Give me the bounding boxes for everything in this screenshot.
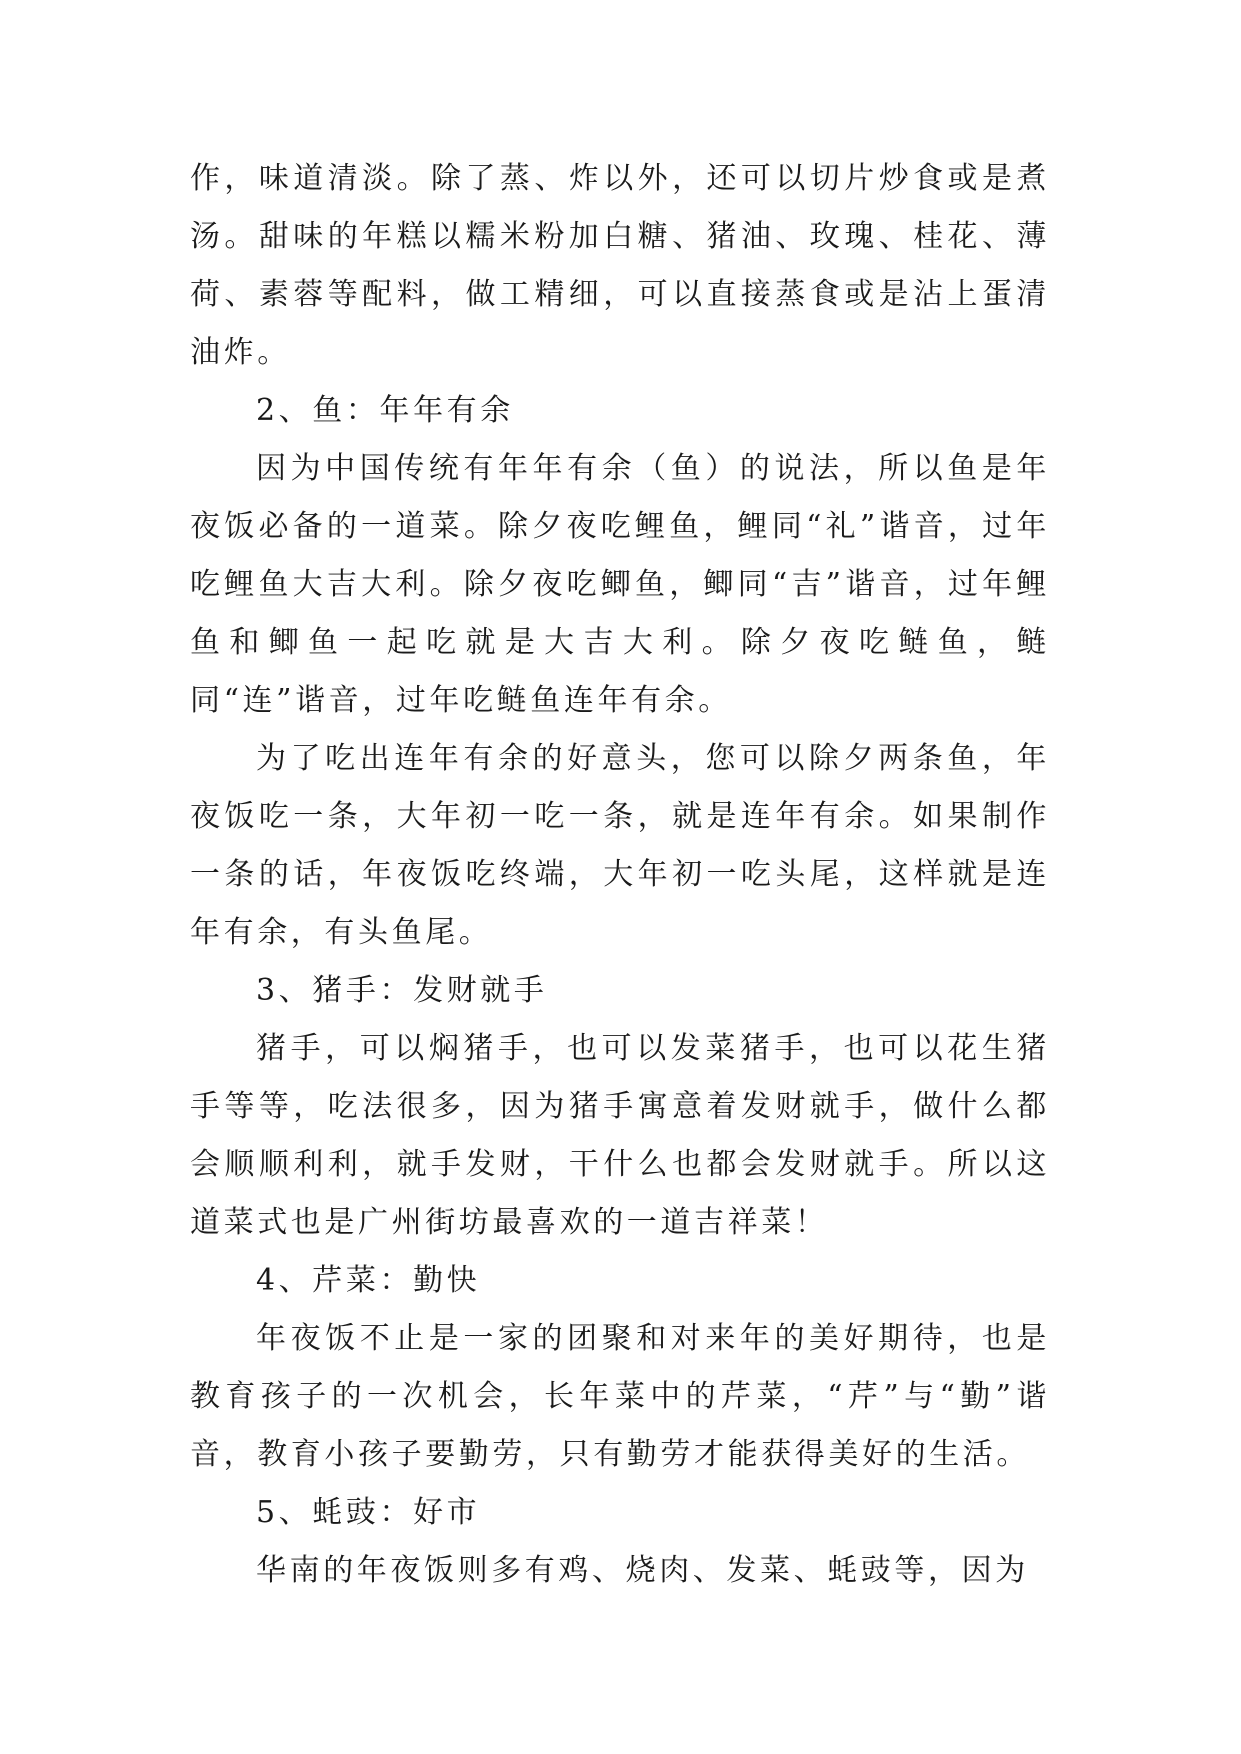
section-heading-fish: 2、鱼：年年有余	[256, 393, 514, 428]
section-heading-pig-trotter: 3、猪手：发财就手	[256, 973, 548, 1008]
section-heading-dried-oyster: 5、蚝豉：好市	[256, 1495, 481, 1530]
paragraph-fish-two-fish: 为了吃出连年有余的好意头，您可以除夕两条鱼，年夜饭吃一条，大年初一吃一条，就是连年有余。如果制作一条的话，年夜饭吃终端，大年初一吃头尾，这样就是连年有余，有头鱼尾。	[190, 741, 1050, 950]
paragraph-fish-tradition: 因为中国传统有年年有余（鱼）的说法，所以鱼是年夜饭必备的一道菜。除夕夜吃鲤鱼，鲤同“礼”谐音，过年吃鲤鱼大吉大利。除夕夜吃鲫鱼，鲫同“吉”谐音，过年鲤鱼和鲫鱼一起吃就是大吉大利。除夕夜吃鲢鱼，鲢同“连”谐音，过年吃鲢鱼连年有余。	[190, 451, 1050, 718]
document-page	[190, 150, 1050, 1600]
paragraph-dried-oyster: 华南的年夜饭则多有鸡、烧肉、发菜、蚝豉等，因为	[256, 1553, 1029, 1588]
paragraph-celery: 年夜饭不止是一家的团聚和对来年的美好期待，也是教育孩子的一次机会，长年菜中的芹菜，“芹”与“勤”谐音，教育小孩子要勤劳，只有勤劳才能获得美好的生活。	[190, 1321, 1050, 1472]
section-heading-celery: 4、芹菜：勤快	[256, 1263, 481, 1298]
paragraph-nian-gao-continued: 作，味道清淡。除了蒸、炸以外，还可以切片炒食或是煮汤。甜味的年糕以糯米粉加白糖、猪油、玫瑰、桂花、薄荷、素蓉等配料，做工精细，可以直接蒸食或是沾上蛋清油炸。	[190, 161, 1050, 370]
paragraph-pig-trotter: 猪手，可以焖猪手，也可以发菜猪手，也可以花生猪手等等，吃法很多，因为猪手寓意着发财就手，做什么都会顺顺利利，就手发财，干什么也都会发财就手。所以这道菜式也是广州街坊最喜欢的一道吉祥菜！	[190, 1031, 1050, 1240]
